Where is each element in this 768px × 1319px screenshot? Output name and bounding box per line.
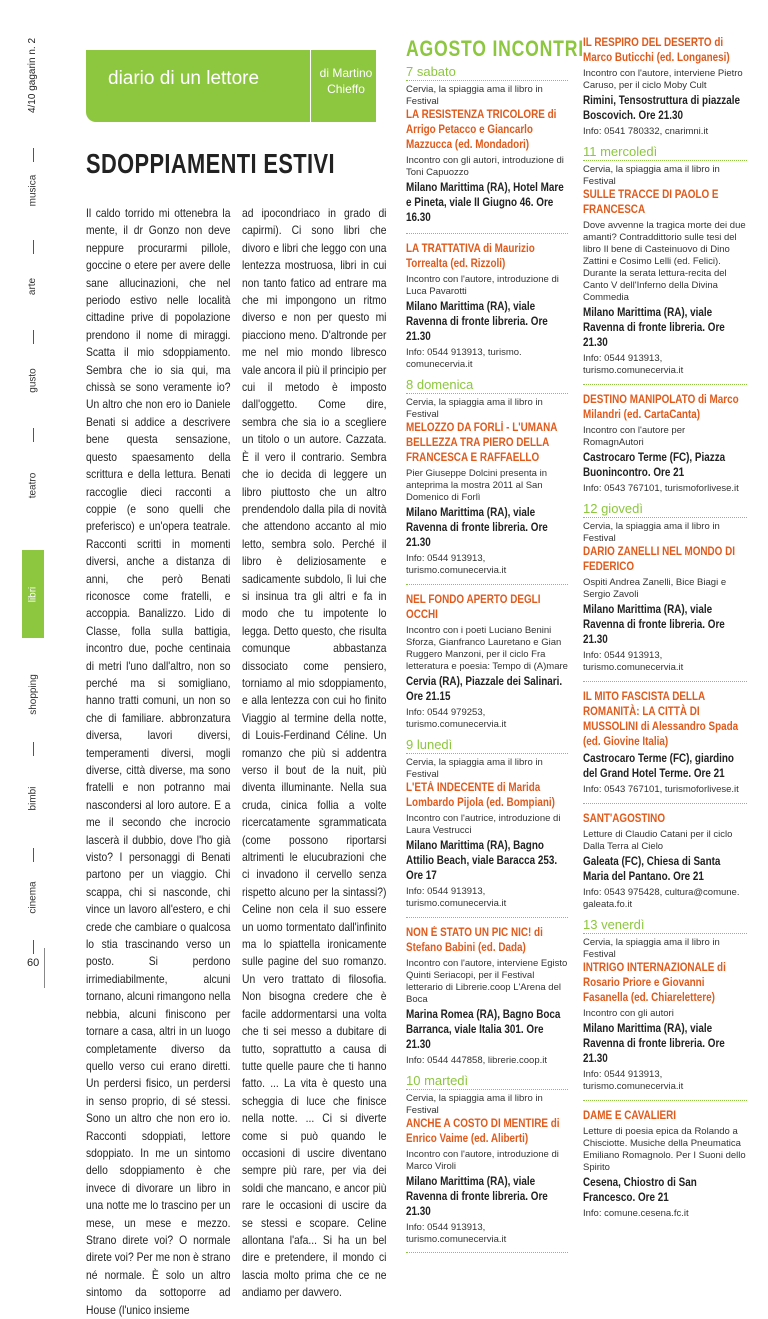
event-item: [406, 377, 568, 577]
event-divider: [406, 917, 568, 918]
article-title: SDOPPIAMENTI ESTIVI: [86, 148, 335, 179]
day-header: 11 mercoledì: [583, 144, 747, 161]
event-item: [583, 384, 747, 495]
event-title: L'ETÀ INDECENTE di Marida Lombardo Pijola (ed. Bompiani): [406, 782, 555, 809]
event-title: LA TRATTATIVA di Maurizio Torrealta (ed. Rizzoli): [406, 243, 535, 270]
nav-item-musica[interactable]: musica: [27, 174, 39, 206]
event-item: [406, 233, 568, 371]
issue-label: 4/10 gagarin n. 2: [27, 37, 39, 113]
event-intro: Incontro con l'autore, interviene Pietro Caruso, per il ciclo Moby Cult: [583, 68, 743, 91]
event-info: Info: 0541 780332, cnarimni.it: [583, 126, 709, 137]
event-intro: Ospiti Andrea Zanelli, Bice Biagi e Sergio Zavoli: [583, 577, 727, 600]
event-location: Rimini, Tensostruttura di piazzale Boscovich. Ore 21.30: [583, 95, 740, 122]
event-item: [583, 1100, 747, 1220]
event-location: Milano Marittima (RA), viale Ravenna di fronte libreria. Ore 21.30: [583, 307, 725, 349]
event-title: SANT'AGOSTINO: [583, 813, 666, 825]
event-lead: Cervia, la spiaggia ama il libro in Festival: [406, 84, 543, 107]
page-rule: [44, 948, 45, 988]
event-intro: Pier Giuseppe Dolcini presenta in anteprima la mostra 2011 al San Domenico di Forlì: [406, 468, 547, 503]
event-item: [583, 36, 747, 138]
nav-divider: [33, 742, 34, 756]
event-info: Info: 0544 913913, turismo. comunecervia.it: [406, 347, 522, 370]
event-info: Info: 0544 913913, turismo.comunecervia.it: [406, 553, 507, 576]
event-divider: [583, 803, 747, 804]
event-location: Milano Marittima (RA), viale Ravenna di fronte libreria. Ore 21.30: [406, 301, 548, 343]
event-item: [406, 917, 568, 1067]
nav-divider: [33, 428, 34, 442]
event-intro: Incontro con gli autori: [583, 1008, 674, 1019]
event-title: MELOZZO DA FORLÌ - L'UMANA BELLEZZA TRA PIERO DELLA FRANCESCA E RAFFAELLO: [406, 422, 558, 464]
event-location: Milano Marittima (RA), viale Ravenna di fronte libreria. Ore 21.30: [583, 1023, 725, 1065]
author-byline: di Martino Chieffo: [319, 66, 373, 96]
event-info: Info: 0544 979253, turismo.comunecervia.it: [406, 707, 507, 730]
event-intro: Incontro con l'autrice, introduzione di Laura Vestrucci: [406, 813, 561, 836]
events-column-1: [406, 36, 584, 1253]
event-location: Milano Marittima (RA), Bagno Attilio Beach, viale Baracca 253. Ore 17: [406, 840, 558, 882]
day-header: 10 martedì: [406, 1073, 568, 1090]
event-location: Castrocaro Terme (FC), Piazza Buonincontro. Ore 21: [583, 452, 726, 479]
event-location: Galeata (FC), Chiesa di Santa Maria del Pantano. Ore 21: [583, 856, 721, 883]
divider: [406, 1252, 568, 1253]
event-info: Info: 0543 767101, turismoforlivese.it: [583, 483, 739, 494]
event-intro: Letture di Claudio Catani per il ciclo Dalla Terra al Cielo: [583, 829, 733, 852]
nav-item-cinema[interactable]: cinema: [27, 880, 39, 914]
event-location: Milano Marittima (RA), viale Ravenna di fronte libreria. Ore 21.30: [583, 604, 725, 646]
event-item: [583, 144, 747, 377]
nav-divider: [33, 848, 34, 862]
event-divider: [583, 1100, 747, 1101]
event-title: DESTINO MANIPOLATO di Marco Milandri (ed. CartaCanta): [583, 394, 739, 421]
event-item: [583, 681, 747, 796]
event-divider: [583, 681, 747, 682]
event-lead: Cervia, la spiaggia ama il libro in Festival: [406, 1093, 543, 1116]
day-header: 7 sabato: [406, 64, 568, 81]
nav-divider: [33, 330, 34, 344]
nav-item-arte[interactable]: arte: [27, 277, 39, 295]
event-info: Info: 0543 975428, cultura@comune. galeata.fo.it: [583, 887, 740, 910]
event-item: [406, 737, 568, 910]
event-item: [406, 584, 568, 731]
event-item: [583, 917, 747, 1093]
event-location: Cervia (RA), Piazzale dei Salinari. Ore 21.15: [406, 676, 563, 703]
event-lead: Cervia, la spiaggia ama il libro in Festival: [406, 757, 543, 780]
event-item: [406, 1073, 568, 1246]
column-header: [86, 50, 376, 122]
event-intro: Letture di poesia epica da Rolando a Chisciotte. Musiche della Pneumatica Emiliano Romagnolo. Per I Suoni dello Spirito: [583, 1126, 746, 1173]
event-title: SULLE TRACCE DI PAOLO E FRANCESCA: [583, 189, 719, 216]
event-title: ANCHE A COSTO DI MENTIRE di Enrico Vaime (ed. Aliberti): [406, 1118, 560, 1145]
nav-item-libri[interactable]: libri: [22, 550, 44, 638]
event-divider: [406, 233, 568, 234]
events-column-2: [583, 36, 747, 1224]
nav-item-shopping[interactable]: shopping: [27, 673, 39, 715]
event-title: NEL FONDO APERTO DEGLI OCCHI: [406, 594, 541, 621]
event-intro: Incontro con l'autore per RomagnAutori: [583, 425, 686, 448]
event-info: Info: comune.cesena.fc.it: [583, 1208, 689, 1219]
section-nav: [0, 0, 44, 994]
event-item: [406, 64, 568, 226]
nav-item-teatro[interactable]: teatro: [27, 472, 39, 498]
event-intro: Incontro con l'autore, introduzione di Luca Pavarotti: [406, 274, 559, 297]
event-title: DARIO ZANELLI NEL MONDO DI FEDERICO: [583, 546, 736, 573]
event-divider: [406, 584, 568, 585]
event-title: IL MITO FASCISTA DELLA ROMANITÀ: LA CITTÀ DI MUSSOLINI di Alessandro Spada (ed. Giovine Italia): [583, 691, 739, 748]
event-title: INTRIGO INTERNAZIONALE di Rosario Priore e Giovanni Fasanella (ed. Chiarelettere): [583, 962, 726, 1004]
event-title: NON È STATO UN PIC NIC! di Stefano Babini (ed. Dada): [406, 927, 543, 954]
day-header: 13 venerdì: [583, 917, 747, 934]
event-info: Info: 0544 913913, turismo.comunecervia.it: [583, 650, 684, 673]
nav-item-gusto[interactable]: gusto: [27, 367, 39, 393]
nav-item-bimbi[interactable]: bimbi: [27, 786, 39, 810]
article-column-1: Il caldo torrido mi ottenebra la mente, il dr Gonzo non deve neppure procurarmi pillole, goccine o etere per avere delle sane allucinazioni, che nel periodo estivo nelle località cittadine prive di popolazione prendono il nome di miraggi. Scatta il mio sdoppiamento. Sembra che io sia qui, ma chissà se sono veramente io? Un altro che non ero io Daniele Benati si addice a descrivere bene questa sensazione, questo spaesamento della scrittura e della lettura. Benati raccoglie dieci racconti a coppie (e sono quelli che preferisco) e un'opera teatrale. Racconti scritti in momenti diversi, anche a distanza di anni, che però Benati riconosce come fratelli, e accoppia. Banalizzo. Lido di Classe, folla sulla battigia, incontro due, poche centinaia di metri l'uno dall'altro, non so perché ma si somigliano, hanno tratti comuni, un non so che di familiare. abbronzatura diversa, lavori diversi, temperamenti diversi, mogli diverse, città diverse, ma sono fratelli e non potranno mai nascondersi al loro autore. E a me il secondo che incrocio lascerà il dubbio, dove l'ho già visto? I personaggi di Benati partono per un viaggio. Chi scappa, chi si nasconde, chi vince un lavoro all'estero, e chi crede che cambiare o qualcosa lo stia trascinando verso un posto. Si perdono irrimediabilmente, alcuni tornano, alcuni rimangono nella nebbia, alcuni finiscono per tornare a casa, altri in un luogo completamente diverso da quello verso cui erano diretti. Un perdersi fisico, un perdersi in senso proprio, di sé stessi. Sono un altro che non ero io. Racconti sdoppiati, lettore sdoppiato. In me un sintomo dello sdoppiamento è che invece di divorare un libro in una notte me lo trascino per un mese, un mese e mezzo. Strano direte voi? O normale direte voi? Per me non è strano né normale. È solo un altro sintomo da sottoporre ad House (l'unico insieme: [86, 206, 231, 1317]
event-location: Marina Romea (RA), Bagno Boca Barranca, viale Italia 301. Ore 21.30: [406, 1009, 561, 1051]
events-list: [406, 64, 568, 1246]
event-location: Cesena, Chiostro di San Francesco. Ore 21: [583, 1177, 697, 1204]
event-info: Info: 0544 913913, turismo.comunecervia.it: [583, 1069, 684, 1092]
nav-divider: [33, 240, 34, 254]
column-title: diario di un lettore: [108, 68, 260, 89]
event-info: Info: 0543 767101, turismoforlivese.it: [583, 784, 739, 795]
event-lead: Cervia, la spiaggia ama il libro in Festival: [583, 937, 720, 960]
event-lead: Cervia, la spiaggia ama il libro in Festival: [583, 521, 720, 544]
event-intro: Incontro con l'autore, introduzione di Marco Viroli: [406, 1149, 559, 1172]
event-info: Info: 0544 913913, turismo.comunecervia.it: [406, 1222, 507, 1245]
event-intro: Dove avvenne la tragica morte dei due amanti? Contraddittorio sulle tesi del libro Il bene di Casteinuovo di Dino Zattini e Cosimo Lelli (ed. Felici). Durante la serata lettura-recita del Canto V dell'Inferno della Divina Commedia: [583, 220, 746, 303]
event-location: Milano Marittima (RA), viale Ravenna di fronte libreria. Ore 21.30: [406, 507, 548, 549]
nav-divider: [33, 940, 34, 954]
page-number: 60: [27, 957, 40, 969]
event-intro: Incontro con gli autori, introduzione di Toni Capuozzo: [406, 155, 564, 178]
event-lead: Cervia, la spiaggia ama il libro in Festival: [406, 397, 543, 420]
day-header: 12 giovedì: [583, 501, 747, 518]
event-location: Milano Marittima (RA), viale Ravenna di fronte libreria. Ore 21.30: [406, 1176, 548, 1218]
event-info: Info: 0544 913913, turismo.comunecervia.it: [583, 353, 684, 376]
event-intro: Incontro con i poeti Luciano Benini Sforza, Gianfranco Lauretano e Gian Ruggero Manzoni, per il ciclo Fra letteratura e poesia: Tempo di (A)mare: [406, 625, 568, 672]
event-divider: [583, 384, 747, 385]
event-info: Info: 0544 447858, librerie.coop.it: [406, 1055, 548, 1066]
event-item: [583, 501, 747, 674]
event-lead: Cervia, la spiaggia ama il libro in Festival: [583, 164, 720, 187]
event-title: DAME E CAVALIERI: [583, 1110, 677, 1122]
header-divider: [310, 50, 311, 122]
day-header: 8 domenica: [406, 377, 568, 394]
article-column-2: ad ipocondriaco in grado di capirmi). Ci sono libri che divoro e libri che leggo con una lentezza mostruosa, libri in cui non tanto fatico ad entrare ma che mi impongono un ritmo diverso e non per questo mi piacciono meno. D'altronde per me nel mio mondo libresco vale ancora il più il principio per cui il metodo è imposto dall'oggetto. Come dire, sembra che sia io a scegliere un titolo o un autore. Cazzata. È il vero il contrario. Sembra che io decida di leggere un libro piuttosto che un altro prendendolo dalla pila di novità che attendono accanto al mio letto, sembra solo. Perché il libro è deliziosamente e sadicamente subdolo, lì lui che si insinua tra gli altri e fa in modo che tu impotente lo legga. Detto questo, che risulta comunque abbastanza dissociato come pensiero, torniamo al mio sdoppiamento, e alla lentezza con cui ho finito Viaggio al termine della notte, di Louis-Ferdinand Céline. Un romanzo che più si addentra verso il bout de la nuit, più diventa illuminante. Nella sua cruda, cinica follia a volte ricercatamente sgrammaticata (come possono riportarsi altrimenti le elucubrazioni che ci invadono il cervello senza rispetto alcuno per la sintassi?) Celine non cela il suo essere un uomo tormentato dall'infinito ma lo spiattella ironicamente sulle pagine del suo romanzo. Un vero trattato di filosofia. Non bisogna credere che è facile addormentarsi una volta che ti sei messo a dubitare di tutto, soprattutto a causa di tutte quelle paure che ti hanno fatto. ... La vita è questo una scheggia di luce che finisce nella notte. ... Ci si diverte come si può quando le occasioni di uscire diventano sempre più rare, per via dei soldi che mancano, e ancor più rare le occasioni di uscire da se stessi e scopare. Celine allontana l'afa... Si ha un bel dire e pretendere, il mondo ci lascia molto prima che ce ne andiamo per davvero.: [242, 206, 387, 1300]
events-title: AGOSTO INCONTRI: [406, 36, 584, 61]
event-info: Info: 0544 913913, turismo.comunecervia.it: [406, 886, 507, 909]
event-location: Castrocaro Terme (FC), giardino del Grand Hotel Terme. Ore 21: [583, 753, 734, 780]
event-title: IL RESPIRO DEL DESERTO di Marco Buticchi (ed. Longanesi): [583, 37, 730, 64]
event-item: [583, 803, 747, 911]
event-title: LA RESISTENZA TRICOLORE di Arrigo Petacco e Giancarlo Mazzucca (ed. Mondadori): [406, 109, 557, 151]
event-location: Milano Marittima (RA), Hotel Mare e Pineta, viale II Giugno 46. Ore 16.30: [406, 182, 564, 224]
event-intro: Incontro con l'autore, interviene Egisto Quinti Seriacopi, per il Festival letterario di Librerie.coop L'Arena del Boca: [406, 958, 568, 1005]
events-list: [583, 36, 747, 1220]
day-header: 9 lunedì: [406, 737, 568, 754]
